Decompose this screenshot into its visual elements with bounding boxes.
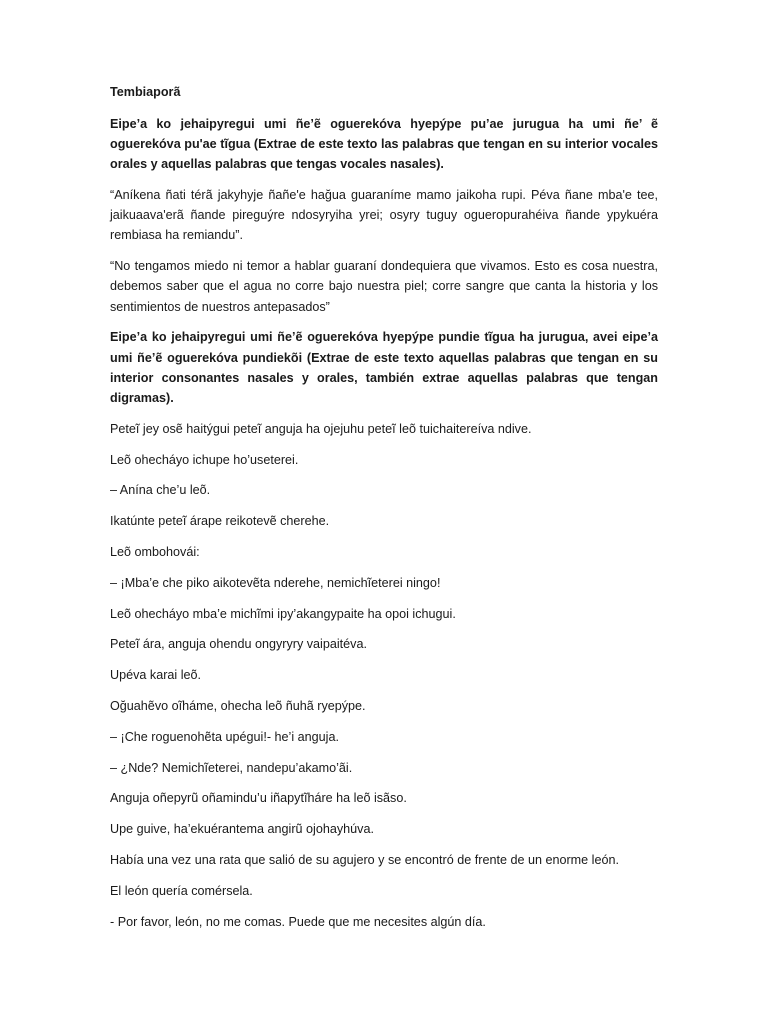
instruction-consonants: Eipe’a ko jehaipyregui umi ñe’ẽ oguerekóva hyepýpe pundie tĩgua ha jurugua, avei eipe’a umi ñe’ẽ oguerekóva pundiekõi (Extrae de este texto aquellas palabras que tengan en su interior consonantes nasales y orales, también extrae aquellas palabras que tengan digramas). — [110, 330, 658, 406]
instruction-vowels: Eipe’a ko jehaipyregui umi ñe’ẽ oguerekóva hyepýpe pu’ae jurugua ha umi ñe’ ẽ oguerekóva pu'ae tĩgua (Extrae de este texto las palabras que tengan en su interior vocales orales y aquellas palabras que tengas vocales nasales). — [110, 116, 658, 172]
story-line: Leõ ombohovái: — [110, 545, 200, 559]
story-line: – ¡Mba’e che piko aikotevẽta nderehe, nemichĩeterei ningo! — [110, 575, 441, 590]
document-page — [110, 82, 658, 942]
story-line: Había una vez una rata que salió de su agujero y se encontró de frente de un enorme león. — [110, 852, 619, 867]
story-line: Ikatúnte peteĩ árape reikotevẽ cherehe. — [110, 514, 330, 529]
story-line: Leõ ohecháyo ichupe ho’useterei. — [110, 452, 299, 467]
story-line: Anguja oñepyrũ oñamindu’u iñapytĩháre ha leõ isãso. — [110, 791, 407, 806]
quote-spanish: “No tengamos miedo ni temor a hablar guaraní dondequiera que vivamos. Esto es cosa nuestra, debemos saber que el agua no corre bajo nuestra piel; corre sangre que canta la historia y los sentimientos de nuestros antepasados” — [110, 259, 658, 314]
story-line: Upe guive, ha’ekuérantema angirũ ojohayhúva. — [110, 822, 374, 837]
story-line: El león quería comérsela. — [110, 883, 253, 898]
story-line: – Anína che’u leõ. — [110, 483, 211, 498]
story-line: Upéva karai leõ. — [110, 668, 202, 683]
quote-guarani: “Aníkena ñati térã jakyhyje ñañe'e hağua guaraníme mamo jaikoha rupi. Péva ñane mba'e tee, jaikuaava'erã ñande pireguýre ndosyryiha yrei; osyry tuguy ogueropurahéiva ñande ypykuéra rembiasa ha remiandu”. — [110, 188, 658, 243]
story-line: Oğuahẽvo oĩháme, ohecha leõ ñuhã ryepýpe. — [110, 698, 366, 713]
story-line: Peteĩ jey osẽ haitýgui peteĩ anguja ha ojejuhu peteĩ leõ tuichaitereíva ndive. — [110, 421, 532, 436]
story-line: - Por favor, león, no me comas. Puede que me necesites algún día. — [110, 914, 486, 929]
story-line: Leõ ohecháyo mba’e michĩmi ipy’akangypaite ha opoi ichugui. — [110, 606, 456, 621]
story-line: – ¡Che roguenohẽta upégui!- he’i anguja. — [110, 729, 339, 744]
story-line: – ¿Nde? Nemichĩeterei, nandepu’akamo’ãi. — [110, 760, 353, 775]
page-title: Tembiaporã — [110, 85, 181, 99]
story-line: Peteĩ ára, anguja ohendu ongyryry vaipaitéva. — [110, 637, 367, 652]
